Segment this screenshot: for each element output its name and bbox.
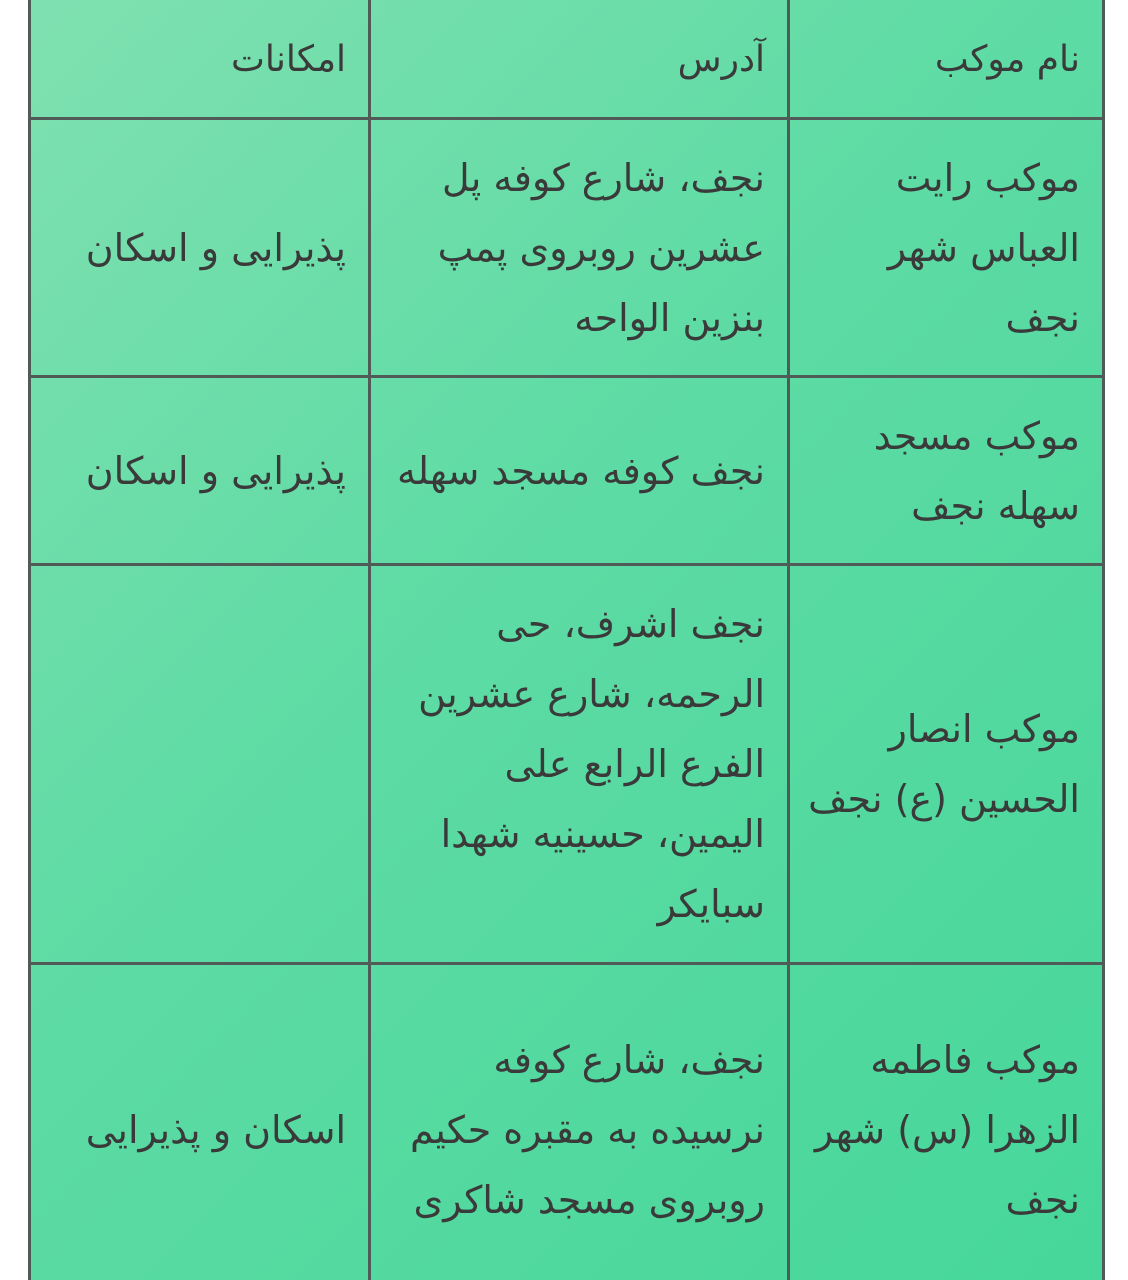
header-row <box>30 0 1104 119</box>
header-name: نام موکب <box>789 0 1104 119</box>
cell-facilities <box>30 565 370 964</box>
cell-name: موکب مسجد سهله نجف <box>789 377 1104 565</box>
cell-name: موکب فاطمه الزهرا (س) شهر نجف <box>789 964 1104 1280</box>
table-row <box>30 377 1104 565</box>
cell-name: موکب رایت العباس شهر نجف <box>789 119 1104 377</box>
cell-name: موکب انصار الحسین (ع) نجف <box>789 565 1104 964</box>
header-facilities: امکانات <box>30 0 370 119</box>
cell-address: نجف، شارع کوفه نرسیده به مقبره حکیم روبروی مسجد شاکری <box>370 964 789 1280</box>
table-row <box>30 964 1104 1280</box>
table-row <box>30 565 1104 964</box>
header-address: آدرس <box>370 0 789 119</box>
cell-address: نجف، شارع کوفه پل عشرین روبروی پمپ بنزین الواحه <box>370 119 789 377</box>
cell-facilities: اسکان و پذیرایی <box>30 964 370 1280</box>
table-row <box>30 119 1104 377</box>
mawkeb-table <box>28 0 1105 1280</box>
cell-facilities: پذیرایی و اسکان <box>30 119 370 377</box>
cell-address: نجف اشرف، حی الرحمه، شارع عشرین الفرع الرابع علی الیمین، حسینیه شهدا سبایکر <box>370 565 789 964</box>
cell-facilities: پذیرایی و اسکان <box>30 377 370 565</box>
cell-address: نجف کوفه مسجد سهله <box>370 377 789 565</box>
